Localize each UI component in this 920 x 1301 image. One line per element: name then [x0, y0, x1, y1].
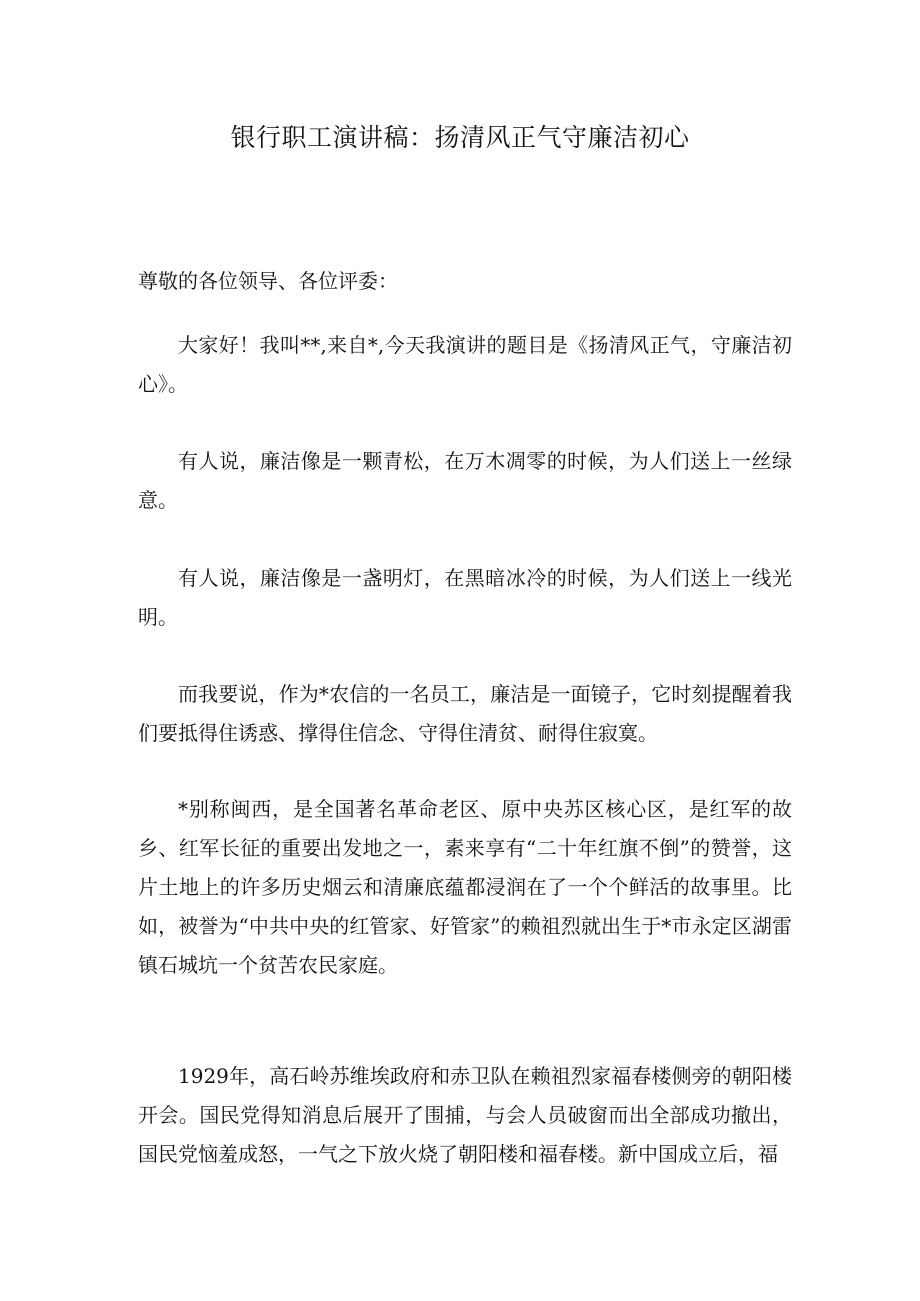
paragraph-green-pine: 有人说，廉洁像是一颗青松，在万木凋零的时候，为人们送上一丝绿意。 — [138, 449, 792, 512]
paragraph-minxi-history: *别称闽西，是全国著名革命老区、原中央苏区核心区，是红军的故乡、红军长征的重要出发地之一，素来享有“二十年红旗不倒”的赞誉，这片土地上的许多历史烟云和清廉底蕴都浸润在了一个个鲜活的故事里。比如，被誉为“中共中央的红管家、好管家”的赖祖烈就出生于*市永定区湖雷镇石城坑一个贫苦农民家庭。 — [138, 797, 792, 977]
document-title: 银行职工演讲稿：扬清风正气守廉洁初心 — [230, 123, 690, 152]
salutation: 尊敬的各位领导、各位评委： — [138, 269, 398, 293]
paragraph-greeting: 大家好！我叫**,来自*,今天我演讲的题目是《扬清风正气，守廉洁初心》。 — [138, 333, 792, 396]
paragraph-mirror: 而我要说，作为*农信的一名员工，廉洁是一面镜子，它时刻提醒着我们要抵得住诱惑、撑得住信念、守得住清贫、耐得住寂寞。 — [138, 682, 792, 745]
paragraph-1929-story: 1929年，高石岭苏维埃政府和赤卫队在赖祖烈家福春楼侧旁的朝阳楼开会。国民党得知消息后展开了围捕，与会人员破窗而出全部成功撤出，国民党恼羞成怒，一气之下放火烧了朝阳楼和福春楼。新中国成立后，福 — [138, 1064, 792, 1166]
paragraph-bright-lamp: 有人说，廉洁像是一盏明灯，在黑暗冰冷的时候，为人们送上一线光明。 — [138, 566, 792, 629]
